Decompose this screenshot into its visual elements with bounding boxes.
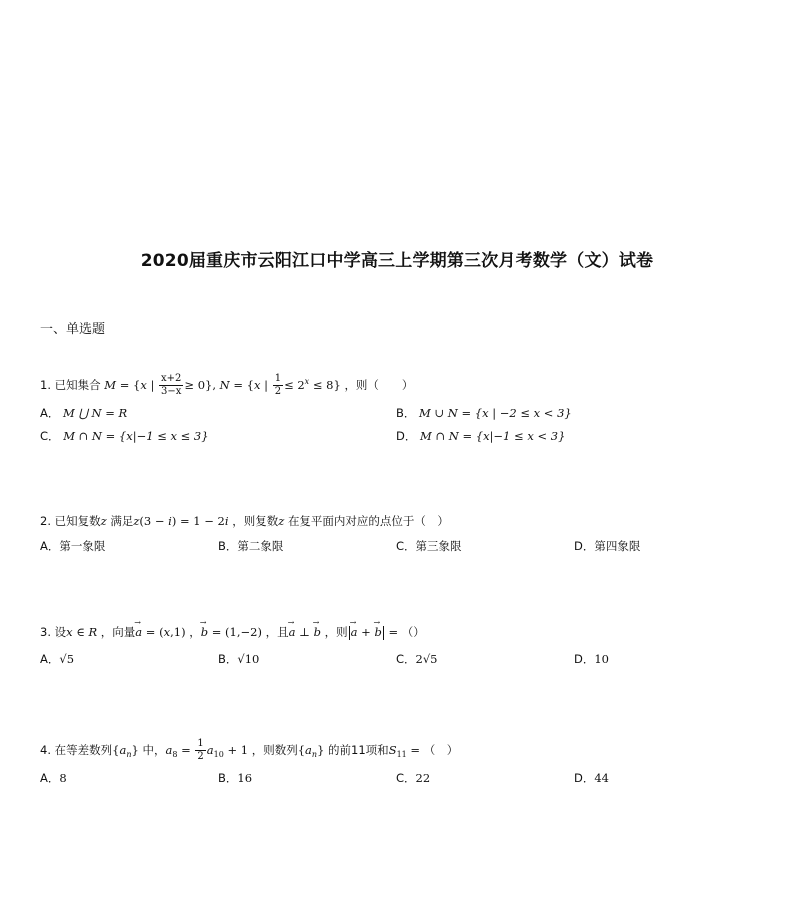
question-text: 已知复数 (54, 514, 101, 528)
question-text: ，且 (265, 625, 289, 639)
question-text: ，向量 (100, 625, 136, 639)
option-letter: D． (574, 771, 595, 785)
question-text: 中， (142, 743, 166, 757)
question-text: 满足 (110, 514, 134, 528)
question-2-option-d[interactable] (574, 537, 640, 555)
question-4-option-c[interactable] (396, 769, 430, 787)
option-letter: C． (396, 652, 416, 666)
option-letter: B． (218, 652, 238, 666)
question-text: ，则数列 (251, 743, 298, 757)
question-3-option-b[interactable] (218, 650, 259, 668)
question-1-option-b[interactable] (396, 404, 572, 422)
question-4-option-b[interactable] (218, 769, 252, 787)
option-text: √10 (237, 652, 260, 666)
question-4-option-a[interactable] (40, 769, 67, 787)
option-text: M ∩ N = {x|−1 ≤ x ≤ 3} (63, 429, 209, 443)
option-text: 16 (237, 771, 253, 785)
option-letter: A． (40, 771, 60, 785)
option-letter: D． (396, 429, 417, 443)
option-text: 22 (415, 771, 431, 785)
question-4-option-d[interactable] (574, 769, 609, 787)
option-text: M ∪ N = {x | −2 ≤ x < 3} (419, 406, 572, 420)
math-set-m: M (104, 378, 117, 392)
option-text: 第四象限 (594, 539, 641, 553)
question-text-suffix: ，则（ ） (344, 378, 414, 392)
question-number: 3. (40, 625, 51, 639)
option-letter: A． (40, 406, 60, 420)
option-text: 第二象限 (237, 539, 284, 553)
page-title: 2020届重庆市云阳江口中学高三上学期第三次月考数学（文）试卷 (140, 251, 654, 271)
option-letter: A． (40, 652, 60, 666)
question-text: 在等差数列 (54, 743, 113, 757)
question-4-stem: 4. 在等差数列$\{a_n\}$ 中，$a_8$ = $\frac{1}{2}$ $a_{10} + 1$ ，则数列$\{a_n\}$ 的前11项和$S_{11}$ = （ ） (40, 738, 459, 762)
question-1-stem: 1. 已知集合 M = {x | $\frac{x+2}{3-x}$ ≥ 0}, N = {x | $\frac{1}{2}$ ≤ $2^x \le 8$} ，则（ ） (40, 373, 414, 397)
question-text-suffix: 在复平面内对应的点位于（ ） (287, 514, 449, 528)
question-1-option-d[interactable] (396, 427, 565, 445)
question-1-option-a[interactable] (40, 404, 127, 422)
option-letter: A． (40, 539, 60, 553)
option-text: 第一象限 (59, 539, 106, 553)
option-letter: C． (396, 539, 416, 553)
fraction: $\frac{1}{2}$ (274, 373, 282, 397)
question-2-option-a[interactable] (40, 537, 105, 555)
question-number: 4. (40, 743, 51, 757)
question-text-suffix: （） (401, 625, 425, 639)
option-text: 44 (594, 771, 609, 785)
option-letter: B． (396, 406, 416, 420)
option-text: 第三象限 (415, 539, 462, 553)
question-2-option-b[interactable] (218, 537, 283, 555)
option-text: 8 (59, 771, 67, 785)
question-2-option-c[interactable] (396, 537, 462, 555)
question-2-stem: 2. 已知复数z 满足z(3 − i) = 1 − 2i ，则复数z 在复平面内对应的点位于（ ） (40, 514, 449, 528)
option-text: 2√5 (415, 652, 438, 666)
section-heading: 一、单选题 (40, 322, 106, 337)
option-letter: C． (396, 771, 416, 785)
question-number: 2. (40, 514, 51, 528)
question-3-stem: 3. 设x ∈ R ，向量→ a = (x,1) ，→ b = (1,−2) ，且→ a ⊥ → b ，则→ a + → b = （） (40, 622, 425, 642)
question-text: ，则 (324, 625, 348, 639)
question-text: ， (189, 625, 201, 639)
option-text: M ⋃ N = R (63, 406, 128, 420)
option-letter: D． (574, 539, 595, 553)
question-3-option-c[interactable] (396, 650, 438, 668)
question-text: 的前11项和 (328, 743, 389, 757)
question-text: ，则复数 (232, 514, 279, 528)
question-1-option-c[interactable] (40, 427, 209, 445)
option-letter: C． (40, 429, 60, 443)
option-text: √5 (59, 652, 75, 666)
fraction: $\frac{1}{2}$ (197, 738, 204, 762)
question-3-option-d[interactable] (574, 650, 609, 668)
option-text: 10 (594, 652, 609, 666)
question-text: 已知集合 (54, 378, 101, 392)
option-letter: D． (574, 652, 595, 666)
question-text-suffix: （ ） (423, 743, 459, 757)
option-letter: B． (218, 539, 238, 553)
option-letter: B． (218, 771, 238, 785)
question-text: 设 (54, 625, 67, 639)
question-number: 1. (40, 378, 51, 392)
question-3-option-a[interactable] (40, 650, 74, 668)
option-text: M ∩ N = {x|−1 ≤ x < 3} (420, 429, 566, 443)
fraction: $\frac{x+2}{3-x}$ (161, 373, 182, 397)
